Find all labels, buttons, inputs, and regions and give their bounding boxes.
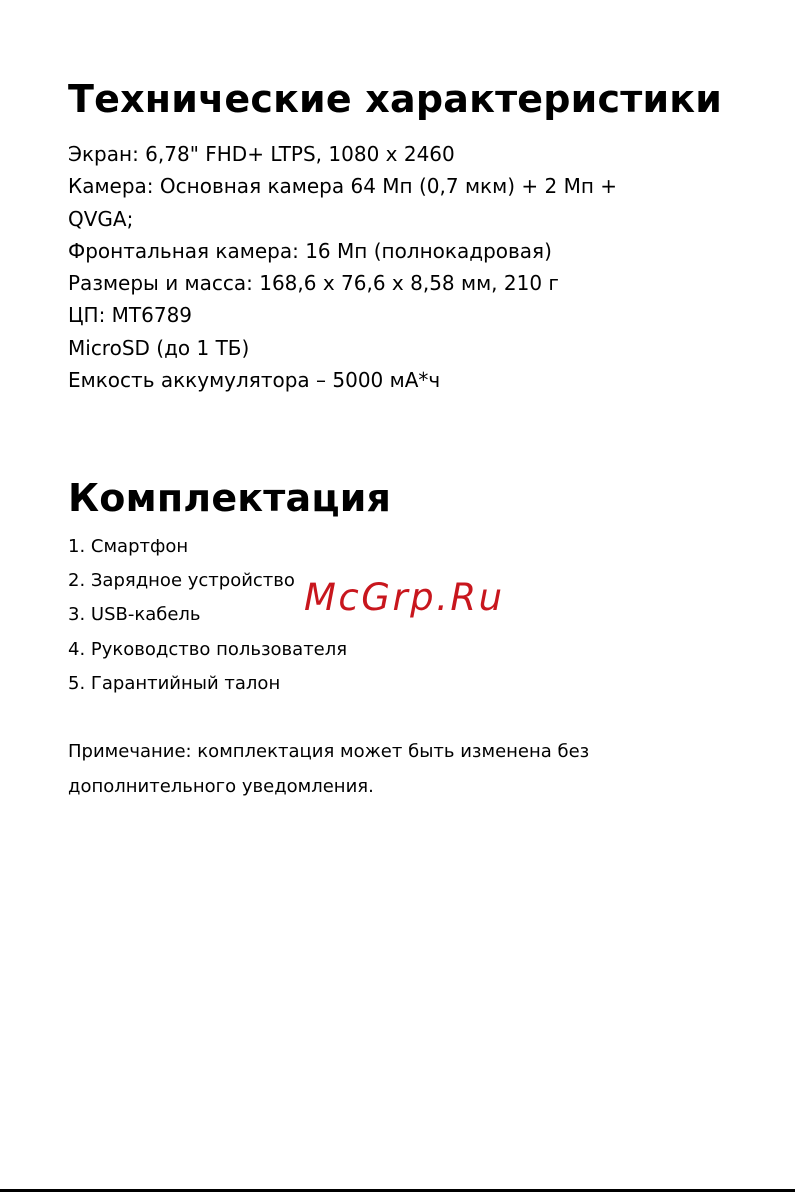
package-item: 1. Смартфон [68, 536, 189, 557]
package-item: 4. Руководство пользователя [68, 638, 348, 660]
watermark: McGrp.Ru [304, 576, 505, 619]
package-note: Примечание: комплектация может быть изменена без дополнительного уведомления. [68, 741, 590, 797]
spec-line-front-camera: Фронтальная камера: 16 Мп (полнокадровая) [68, 238, 552, 263]
spec-line-screen: Экран: 6,78" FHD+ LTPS, 1080 x 2460 [68, 142, 455, 166]
spec-line-microsd: MicroSD (до 1 ТБ) [68, 335, 250, 360]
spec-line-cpu: ЦП: MT6789 [68, 303, 193, 328]
package-item: 3. USB-кабель [68, 604, 201, 626]
spec-line-dimensions: Размеры и масса: 168,6 х 76,6 х 8,58 мм, 210 г [68, 271, 559, 296]
package-heading: Комплектация [68, 476, 392, 520]
package-item: 5. Гарантийный талон [68, 672, 281, 694]
specs-list [68, 138, 748, 396]
spec-line-camera: Камера: Основная камера 64 Мп (0,7 мкм) + 2 Мп + [68, 174, 618, 199]
specs-heading: Технические характеристики [68, 77, 723, 121]
spec-line-camera-cont: QVGA; [68, 206, 134, 231]
package-item: 2. Зарядное устройство [68, 570, 295, 592]
spec-line-battery: Емкость аккумулятора – 5000 мА*ч [68, 368, 441, 393]
